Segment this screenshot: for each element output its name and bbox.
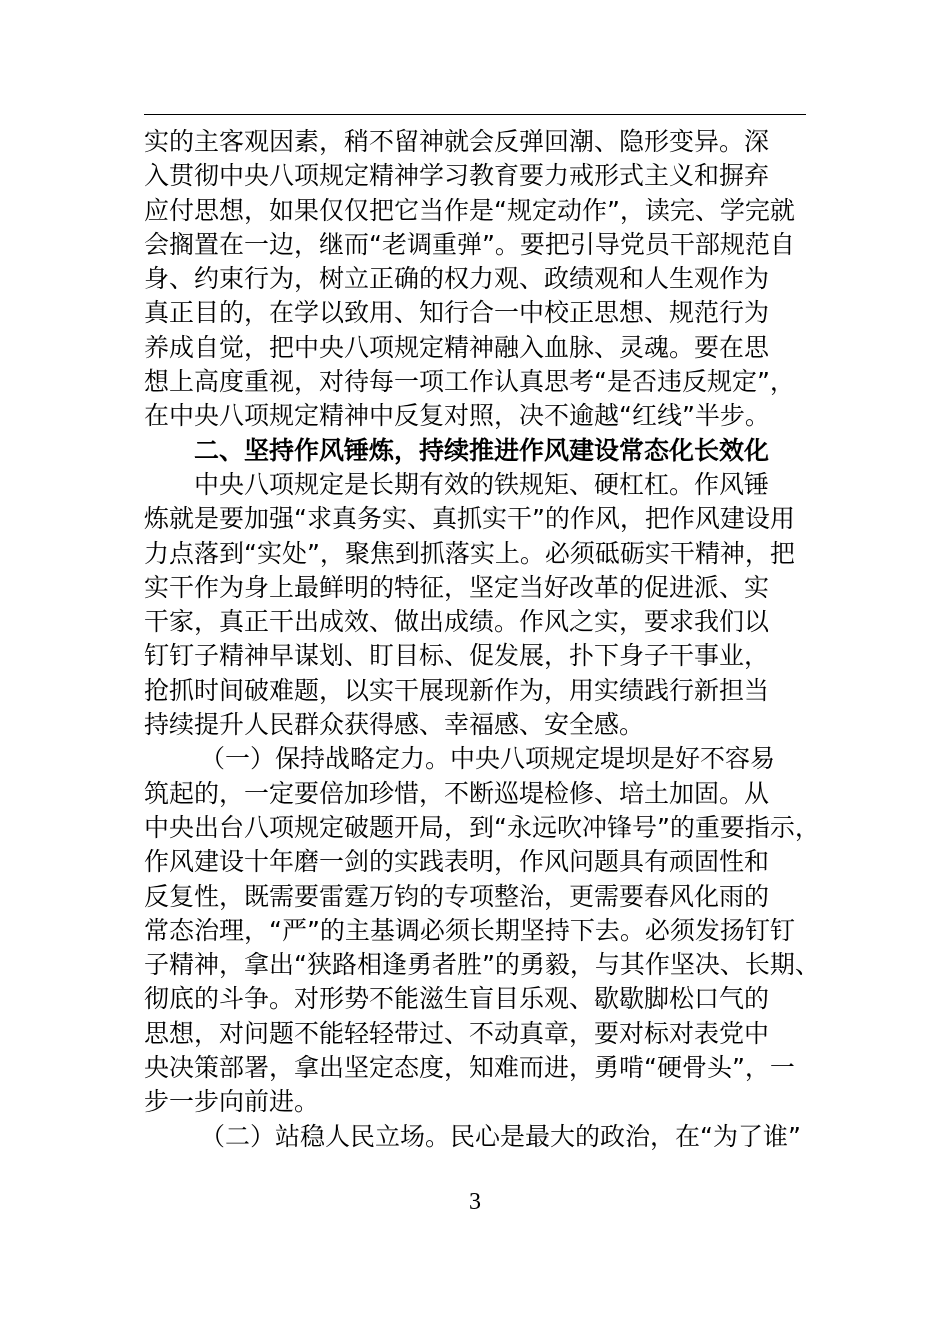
text-line: 作风建设十年磨一剑的实践表明，作风问题具有顽固性和 xyxy=(144,847,770,877)
text-line: 入贯彻中央八项规定精神学习教育要力戒形式主义和摒弃 xyxy=(144,161,770,191)
body-text xyxy=(144,125,820,1154)
section-heading: 二、坚持作风锤炼，持续推进作风建设常态化长效化 xyxy=(194,435,770,465)
text-line: 彻底的斗争。对形势不能滋生盲目乐观、歇歇脚松口气的 xyxy=(144,984,770,1014)
text-line: 常态治理，“严”的主基调必须长期坚持下去。必须发扬钉钉 xyxy=(144,915,795,945)
text-line: 央决策部署，拿出坚定态度，知难而进，勇啃“硬骨头”，一 xyxy=(144,1053,795,1083)
text-line: 反复性，既需要雷霆万钧的专项整治，更需要春风化雨的 xyxy=(144,881,770,911)
text-line: 会搁置在一边，继而“老调重弹”。要把引导党员干部规范自 xyxy=(144,229,795,259)
text-line: 思想，对问题不能轻轻带过、不动真章，要对标对表党中 xyxy=(144,1018,770,1048)
text-line: 身、约束行为，树立正确的权力观、政绩观和人生观作为 xyxy=(144,264,770,294)
text-line: 持续提升人民群众获得感、幸福感、安全感。 xyxy=(144,710,645,740)
text-line: 真正目的，在学以致用、知行合一中校正思想、规范行为 xyxy=(144,298,770,328)
text-line: 中央出台八项规定破题开局，到“永远吹冲锋号”的重要指示， xyxy=(144,812,820,842)
page-number: 3 xyxy=(469,1189,481,1215)
text-line: 抢抓时间破难题，以实干展现新作为，用实绩践行新担当 xyxy=(144,675,770,705)
subsection-line: （二）站稳人民立场。民心是最大的政治，在“为了谁” xyxy=(200,1121,801,1151)
text-line: 实的主客观因素，稍不留神就会反弹回潮、隐形变异。深 xyxy=(144,127,770,156)
text-line: 实干作为身上最鲜明的特征，坚定当好改革的促进派、实 xyxy=(144,572,770,602)
text-line: 钉钉子精神早谋划、盯目标、促发展，扑下身子干事业， xyxy=(144,641,770,671)
text-line: 养成自觉，把中央八项规定精神融入血脉、灵魂。要在思 xyxy=(144,332,770,362)
text-line: 想上高度重视，对待每一项工作认真思考“是否违反规定”， xyxy=(144,367,795,397)
text-line: 中央八项规定是长期有效的铁规矩、硬杠杠。作风锤 xyxy=(194,469,770,499)
subsection-line: （一）保持战略定力。中央八项规定堤坝是好不容易 xyxy=(200,744,776,774)
text-line: 干家，真正干出成效、做出成绩。作风之实，要求我们以 xyxy=(144,607,770,637)
header-rule xyxy=(144,114,806,115)
text-line: 炼就是要加强“求真务实、真抓实干”的作风，把作风建设用 xyxy=(144,504,795,534)
text-line: 应付思想，如果仅仅把它当作是“规定动作”，读完、学完就 xyxy=(144,195,795,225)
text-line: 子精神，拿出“狭路相逢勇者胜”的勇毅，与其作坚决、长期、 xyxy=(144,950,820,980)
text-line: 在中央八项规定精神中反复对照，决不逾越“红线”半步。 xyxy=(144,401,770,431)
text-line: 步一步向前进。 xyxy=(144,1087,320,1117)
text-line: 力点落到“实处”，聚焦到抓落实上。必须砥砺实干精神，把 xyxy=(144,538,795,568)
text-line: 筑起的，一定要倍加珍惜，不断巡堤检修、培土加固。从 xyxy=(144,778,770,808)
